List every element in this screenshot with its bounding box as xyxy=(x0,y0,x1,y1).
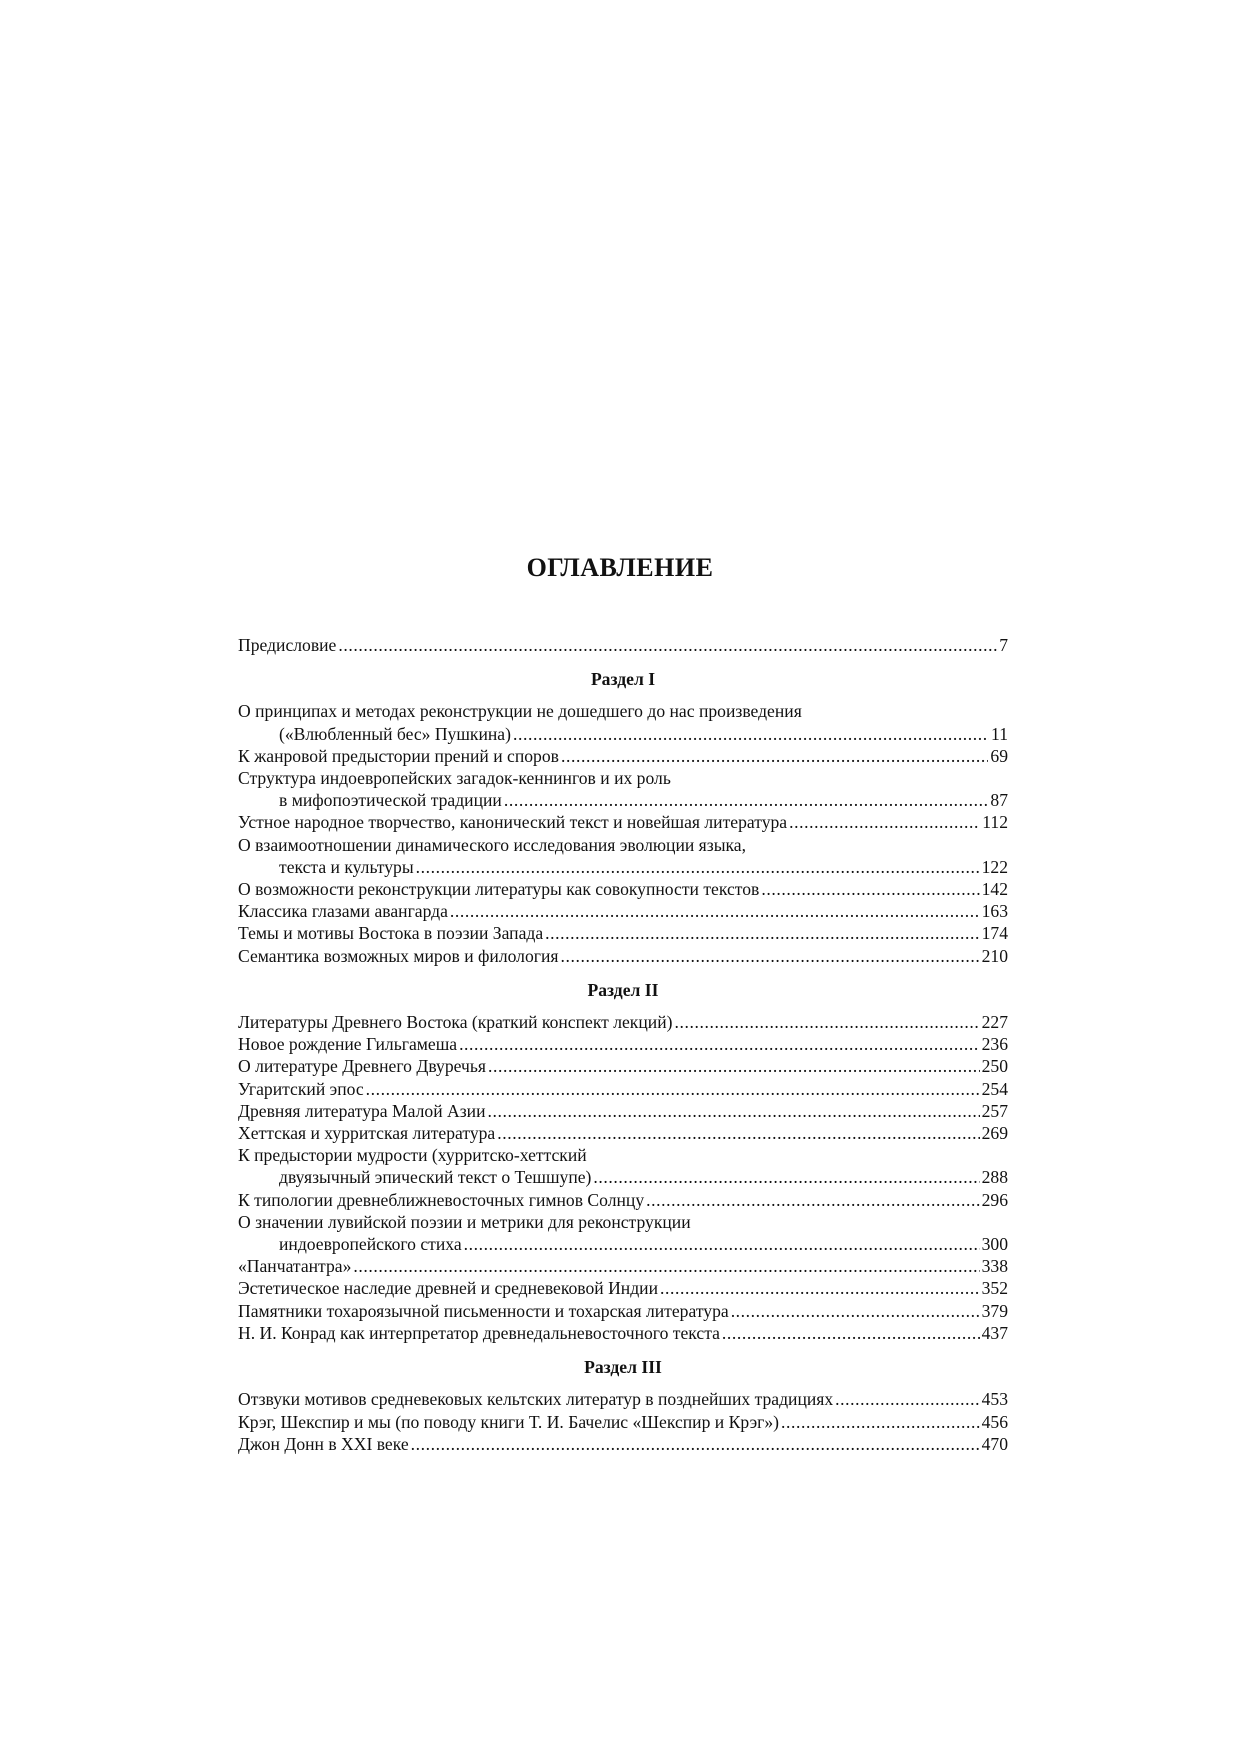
toc-entry-row xyxy=(238,811,1008,833)
dot-leader xyxy=(488,1055,980,1077)
toc-entry-title: Новое рождение Гильгамеша xyxy=(238,1034,458,1055)
toc-entry-title: Памятники тохароязычной письменности и тохарская литература xyxy=(238,1300,729,1321)
toc-section xyxy=(238,668,1008,967)
toc-entry-row xyxy=(238,1100,1008,1122)
toc-entry-title: Угаритский эпос xyxy=(238,1078,364,1099)
toc-entry-page: 453 xyxy=(981,1389,1008,1410)
toc-entry-title: Классика глазами авангарда xyxy=(238,901,448,922)
toc-entry-title: Н. И. Конрад как интерпретатор древнедальневосточного текста xyxy=(238,1322,720,1343)
toc-entry-page: 163 xyxy=(981,901,1008,922)
toc-entry-title: двуязычный эпический текст о Тешшупе) xyxy=(279,1167,592,1188)
toc-entry xyxy=(238,1411,1008,1433)
page-title: ОГЛАВЛЕНИЕ xyxy=(526,553,714,582)
dot-leader xyxy=(835,1388,979,1410)
dot-leader xyxy=(411,1433,980,1455)
toc-entry xyxy=(238,1078,1008,1100)
toc-entry-page: 257 xyxy=(981,1100,1008,1121)
dot-leader xyxy=(504,789,989,811)
toc-entry-page: 470 xyxy=(981,1433,1008,1454)
dot-leader xyxy=(660,1277,980,1299)
toc-entry-title: Семантика возможных миров и филология xyxy=(238,945,559,966)
toc-entry-title-line: О принципах и методах реконструкции не дошедшего до нас произведения xyxy=(238,701,802,722)
toc-entry xyxy=(238,1300,1008,1322)
toc-entry-page: 69 xyxy=(990,745,1008,766)
toc-entry-page: 11 xyxy=(991,723,1008,744)
toc-entry-row xyxy=(238,1300,1008,1322)
toc-entry xyxy=(238,1055,1008,1077)
toc-entry xyxy=(238,922,1008,944)
toc-entry-row xyxy=(238,1433,1008,1455)
dot-leader xyxy=(338,634,997,656)
toc-entry-title: О литературе Древнего Двуречья xyxy=(238,1056,486,1077)
toc-entry-title: Крэг, Шекспир и мы (по поводу книги Т. И. Бачелис «Шекспир и Крэг») xyxy=(238,1411,779,1432)
toc-entry-title: Предисловие xyxy=(238,635,337,655)
dot-leader xyxy=(646,1189,979,1211)
toc-entry-title: («Влюбленный бес» Пушкина) xyxy=(279,723,511,744)
toc-entry-page: 122 xyxy=(981,856,1008,877)
dot-leader xyxy=(450,900,980,922)
toc-entry-row xyxy=(238,1122,1008,1144)
dot-leader xyxy=(366,1078,980,1100)
toc-entry-title: индоевропейского стиха xyxy=(279,1234,462,1255)
toc-entry xyxy=(238,1322,1008,1344)
toc-entry-title-line: О взаимоотношении динамического исследования эволюции языка, xyxy=(238,834,747,855)
toc-entry-page: 112 xyxy=(982,812,1008,833)
dot-leader xyxy=(722,1322,980,1344)
toc-entry-title: Хеттская и хурритская литература xyxy=(238,1123,496,1144)
toc-entry xyxy=(238,834,1008,878)
toc-entry-row xyxy=(238,723,1008,745)
toc-entry-page: 437 xyxy=(981,1322,1008,1343)
toc-entry-title: Джон Донн в XXI веке xyxy=(238,1433,409,1454)
toc-entry xyxy=(238,1122,1008,1144)
toc-entry-row xyxy=(238,1233,1008,1255)
toc-entry-title: текста и культуры xyxy=(279,856,414,877)
toc-entry xyxy=(238,1189,1008,1211)
toc-entry-row xyxy=(238,878,1008,900)
toc-entry-row xyxy=(238,1255,1008,1277)
toc-entry xyxy=(238,1144,1008,1188)
toc-entry-row xyxy=(238,1411,1008,1433)
toc-entry xyxy=(238,1100,1008,1122)
toc-entry-page: 210 xyxy=(981,945,1008,966)
toc-entry-title-line: К предыстории мудрости (хурритско-хеттский xyxy=(238,1145,587,1166)
toc-entry-row xyxy=(238,856,1008,878)
dot-leader xyxy=(560,945,979,967)
dot-leader xyxy=(459,1033,980,1055)
toc-entry-title: Отзвуки мотивов средневековых кельтских литератур в позднейших традициях xyxy=(238,1389,834,1410)
toc-entry-title: Эстетическое наследие древней и средневековой Индии xyxy=(238,1278,659,1299)
toc-entry-page: 296 xyxy=(981,1189,1008,1210)
table-of-contents xyxy=(238,634,1008,1455)
toc-entry-row xyxy=(238,1277,1008,1299)
toc-entry xyxy=(238,767,1008,811)
toc-entry-row xyxy=(238,1078,1008,1100)
toc-entry-page: 379 xyxy=(981,1300,1008,1321)
dot-leader xyxy=(513,723,989,745)
toc-entry-page: 236 xyxy=(981,1034,1008,1055)
toc-entry-title: Темы и мотивы Востока в поэзии Запада xyxy=(238,923,544,944)
dot-leader xyxy=(545,922,979,944)
toc-entry xyxy=(238,1255,1008,1277)
toc-entry xyxy=(238,811,1008,833)
toc-section xyxy=(238,979,1008,1344)
toc-entry-page: 456 xyxy=(981,1411,1008,1432)
toc-entry-row xyxy=(238,789,1008,811)
toc-entry-page: 227 xyxy=(981,1012,1008,1033)
section-heading: Раздел I xyxy=(590,669,656,690)
toc-entry-page: 142 xyxy=(981,879,1008,900)
dot-leader xyxy=(497,1122,979,1144)
toc-entry xyxy=(238,700,1008,744)
dot-leader xyxy=(561,745,988,767)
toc-entry-title-line: О значении лувийской поэзии и метрики для реконструкции xyxy=(238,1211,691,1232)
dot-leader xyxy=(593,1166,979,1188)
toc-entry-page: 269 xyxy=(981,1123,1008,1144)
toc-entry-title: О возможности реконструкции литературы как совокупности текстов xyxy=(238,879,760,900)
toc-entry-title: К типологии древнеближневосточных гимнов Солнцу xyxy=(238,1189,645,1210)
section-heading: Раздел II xyxy=(587,979,659,1000)
dot-leader xyxy=(761,878,979,900)
toc-entry-page: 300 xyxy=(981,1234,1008,1255)
toc-entry-row xyxy=(238,745,1008,767)
dot-leader xyxy=(781,1411,980,1433)
toc-entry-title: Устное народное творчество, канонический текст и новейшая литература xyxy=(238,812,788,833)
toc-entry xyxy=(238,1011,1008,1033)
toc-entry-page: 174 xyxy=(981,923,1008,944)
toc-entry-row xyxy=(238,1189,1008,1211)
toc-entry xyxy=(238,1433,1008,1455)
toc-entry xyxy=(238,1033,1008,1055)
toc-entry-page: 288 xyxy=(981,1167,1008,1188)
dot-leader xyxy=(789,811,980,833)
toc-entry-row xyxy=(238,945,1008,967)
toc-entry-title: К жанровой предыстории прений и споров xyxy=(238,745,559,766)
toc-entry xyxy=(238,945,1008,967)
toc-entry-row xyxy=(238,922,1008,944)
dot-leader xyxy=(353,1255,979,1277)
dot-leader xyxy=(488,1100,980,1122)
toc-entry-row xyxy=(238,1166,1008,1188)
toc-entry xyxy=(238,1277,1008,1299)
section-heading: Раздел III xyxy=(584,1357,662,1378)
toc-entry-title: Литературы Древнего Востока (краткий конспект лекций) xyxy=(238,1012,673,1033)
toc-entry xyxy=(238,878,1008,900)
toc-sections xyxy=(238,668,1008,1455)
toc-entry-row xyxy=(238,1033,1008,1055)
toc-entry xyxy=(238,745,1008,767)
toc-entry-row xyxy=(238,1055,1008,1077)
toc-entry-title-line: Структура индоевропейских загадок-кеннингов и их роль xyxy=(238,768,671,789)
toc-entry-row xyxy=(238,900,1008,922)
toc-entry-title: «Панчатантра» xyxy=(238,1256,352,1277)
dot-leader xyxy=(731,1300,980,1322)
toc-entry-title: Древняя литература Малой Азии xyxy=(238,1100,486,1121)
toc-section xyxy=(238,1356,1008,1455)
toc-entry xyxy=(238,900,1008,922)
toc-entry-page: 352 xyxy=(981,1278,1008,1299)
toc-entry-page: 254 xyxy=(981,1078,1008,1099)
dot-leader xyxy=(674,1011,979,1033)
toc-entry xyxy=(238,1388,1008,1410)
toc-entry-page: 7 xyxy=(999,635,1008,655)
toc-entry-row xyxy=(238,1388,1008,1410)
toc-entry-page: 87 xyxy=(990,790,1008,811)
toc-entry-title: в мифопоэтической традиции xyxy=(279,790,502,811)
toc-entry-row xyxy=(238,1011,1008,1033)
dot-leader xyxy=(464,1233,980,1255)
toc-entry-page: 338 xyxy=(981,1256,1008,1277)
toc-entry-row xyxy=(238,1322,1008,1344)
toc-entry xyxy=(238,1211,1008,1255)
toc-entry-preface xyxy=(238,634,1008,656)
dot-leader xyxy=(416,856,980,878)
toc-entry-page: 250 xyxy=(981,1056,1008,1077)
